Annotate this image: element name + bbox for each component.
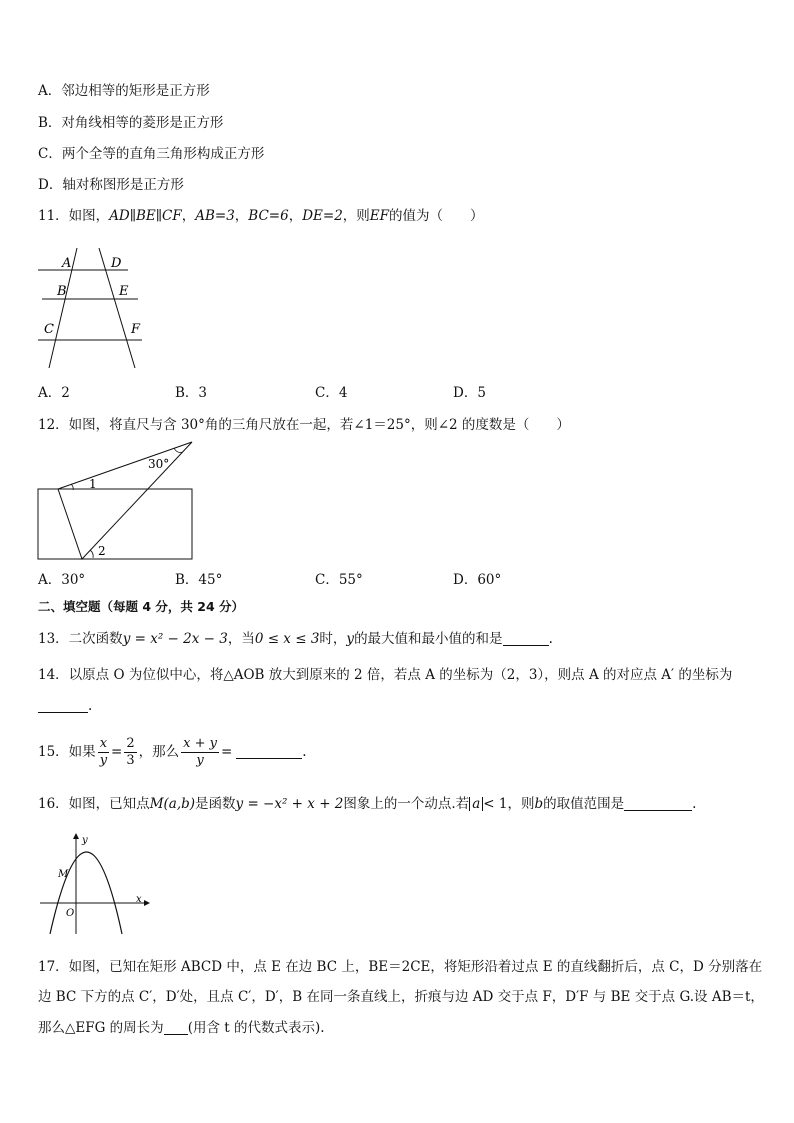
- q16-point: M(a,b): [149, 796, 196, 812]
- label-f: F: [131, 322, 141, 337]
- q11-mid: ，则: [342, 208, 370, 224]
- q11-option-d: D．5: [453, 385, 486, 401]
- q16-var-b: b: [534, 796, 544, 812]
- q13-answer-blank[interactable]: [503, 631, 549, 646]
- q14-answer-blank[interactable]: [38, 698, 88, 713]
- q17-line3-suffix: (用含 t 的代数式表示).: [187, 1020, 325, 1036]
- angle30-arc: [174, 448, 183, 453]
- q17-line-2: 边 BC 下方的点 C′，D′处，且点 C′，D′，B 在同一条直线上，折痕与边 AD 交于点 F，D′F 与 BE 交于点 G.设 AB＝t，: [38, 989, 764, 1005]
- q17-line3-prefix: 那么△EFG 的周长为: [38, 1020, 164, 1036]
- fraction-denominator: y: [99, 753, 108, 768]
- q16-mid2: 图象上的一个动点.若: [343, 796, 470, 812]
- q11-prefix: 11．如图，: [38, 208, 110, 224]
- q13-var: y: [346, 631, 355, 647]
- q13-mid2: 时，: [319, 631, 347, 647]
- q11-sep: ，: [181, 208, 196, 224]
- q15-stem: [38, 734, 307, 770]
- q10-option-c: C．两个全等的直角三角形构成正方形: [38, 146, 265, 162]
- q16-mid3: ，则: [507, 796, 535, 812]
- q13-range: 0 ≤ x ≤ 3: [254, 631, 320, 647]
- label-b: B: [57, 284, 67, 299]
- q17-line-1: 17．如图，已知在矩形 ABCD 中，点 E 在边 BC 上，BE＝2CE，将矩形沿着过点 E 的直线翻折后，点 C，D 分别落在: [38, 959, 763, 975]
- q12-option-c: C．55°: [315, 572, 363, 588]
- q16-dot: .: [692, 796, 697, 812]
- q10-option-a: A．邻边相等的矩形是正方形: [38, 83, 210, 99]
- q16-parabola-figure: [36, 830, 156, 940]
- x-axis-arrow-icon: [144, 900, 150, 906]
- label-o: O: [66, 908, 75, 919]
- q16-stem: [38, 795, 696, 813]
- q16-abs-a: a: [469, 797, 483, 811]
- q11-end: 的值为（ ）: [389, 208, 484, 224]
- q14-dot: .: [88, 698, 93, 714]
- label-m: M: [58, 869, 69, 880]
- label-e: E: [119, 284, 129, 299]
- q16-end: 的取值范围是: [543, 796, 625, 812]
- q11-option-b: B．3: [175, 385, 208, 401]
- q15-fraction-x-over-y: [98, 736, 109, 769]
- q13-mid: ，当: [227, 631, 255, 647]
- q11-sep: ，: [234, 208, 249, 224]
- y-axis-arrow-icon: [73, 833, 79, 839]
- q12-option-b: B．45°: [175, 572, 223, 588]
- fraction-denominator: 3: [126, 753, 135, 768]
- q16-prefix: 16．如图，已知点: [38, 796, 150, 812]
- label-y: y: [82, 835, 88, 846]
- label-c: C: [44, 322, 54, 337]
- fraction-numerator: 2: [126, 736, 135, 751]
- label-angle2: 2: [98, 544, 106, 558]
- q11-cond-parallel: AD∥BE∥CF: [109, 208, 182, 224]
- q11-option-c: C．4: [315, 385, 348, 401]
- q14-stem: 14．以原点 O 为位似中心，将△AOB 放大到原来的 2 倍，若点 A 的坐标为（2，3），则点 A 的对应点 A′ 的坐标为: [38, 667, 733, 683]
- q11-stem: [38, 207, 484, 225]
- equals-sign: =: [220, 744, 233, 760]
- q12-stem: 12．如图，将直尺与含 30°角的三角尺放在一起，若∠1＝25°，则∠2 的度数是（ ）: [38, 417, 570, 433]
- q11-option-a: A．2: [38, 385, 70, 401]
- q15-mid: ，那么: [138, 744, 180, 760]
- q16-ineq: < 1: [483, 796, 508, 812]
- q10-option-d: D．轴对称图形是正方形: [38, 177, 184, 193]
- parabola-curve: [50, 852, 122, 934]
- q13-prefix: 13．二次函数: [38, 631, 123, 647]
- q17-answer-blank[interactable]: [164, 1020, 188, 1035]
- q16-function: y = −x² + x + 2: [235, 796, 344, 812]
- equals-sign: =: [111, 744, 123, 760]
- q13-end: 的最大值和最小值的和是: [354, 631, 503, 647]
- q15-fraction-two-thirds: [124, 736, 136, 769]
- q11-parallel-lines-figure: [30, 240, 160, 375]
- label-d: D: [111, 256, 122, 271]
- q11-sep: ，: [288, 208, 303, 224]
- q10-option-b: B．对角线相等的菱形是正方形: [38, 115, 224, 131]
- angle2-arc: [90, 550, 93, 558]
- section-title-fill-in: 二、填空题（每题 4 分，共 24 分）: [38, 599, 245, 614]
- fraction-denominator: y: [196, 753, 204, 768]
- label-angle1: 1: [89, 477, 97, 491]
- label-a: A: [62, 256, 72, 271]
- q11-cond-bc: BC=6: [248, 208, 289, 224]
- q12-option-a: A．30°: [38, 572, 86, 588]
- q13-dot: .: [548, 631, 553, 647]
- q14-answer-line: [38, 697, 92, 715]
- q11-target: EF: [369, 208, 390, 224]
- q11-cond-de: DE=2: [302, 208, 343, 224]
- q15-dot: .: [302, 744, 307, 760]
- q12-options: [38, 571, 638, 589]
- q11-cond-ab: AB=3: [195, 208, 235, 224]
- q17-line-3: [38, 1019, 325, 1037]
- q13-stem: [38, 630, 553, 648]
- q15-fraction-xy-over-y: [181, 736, 219, 769]
- set-square-triangle: [58, 442, 192, 559]
- fraction-numerator: x + y: [183, 736, 217, 751]
- q11-options: [38, 384, 638, 402]
- q12-ruler-triangle-figure: [34, 438, 204, 564]
- label-30deg: 30°: [148, 457, 170, 471]
- q15-prefix: 15．如果: [38, 744, 96, 760]
- fraction-numerator: x: [98, 736, 109, 753]
- label-x: x: [136, 894, 142, 905]
- q12-option-d: D．60°: [453, 572, 502, 588]
- q15-answer-blank[interactable]: [236, 744, 302, 759]
- q16-mid: 是函数: [195, 796, 236, 812]
- q13-function: y = x² − 2x − 3: [122, 631, 228, 647]
- q16-answer-blank[interactable]: [624, 796, 692, 811]
